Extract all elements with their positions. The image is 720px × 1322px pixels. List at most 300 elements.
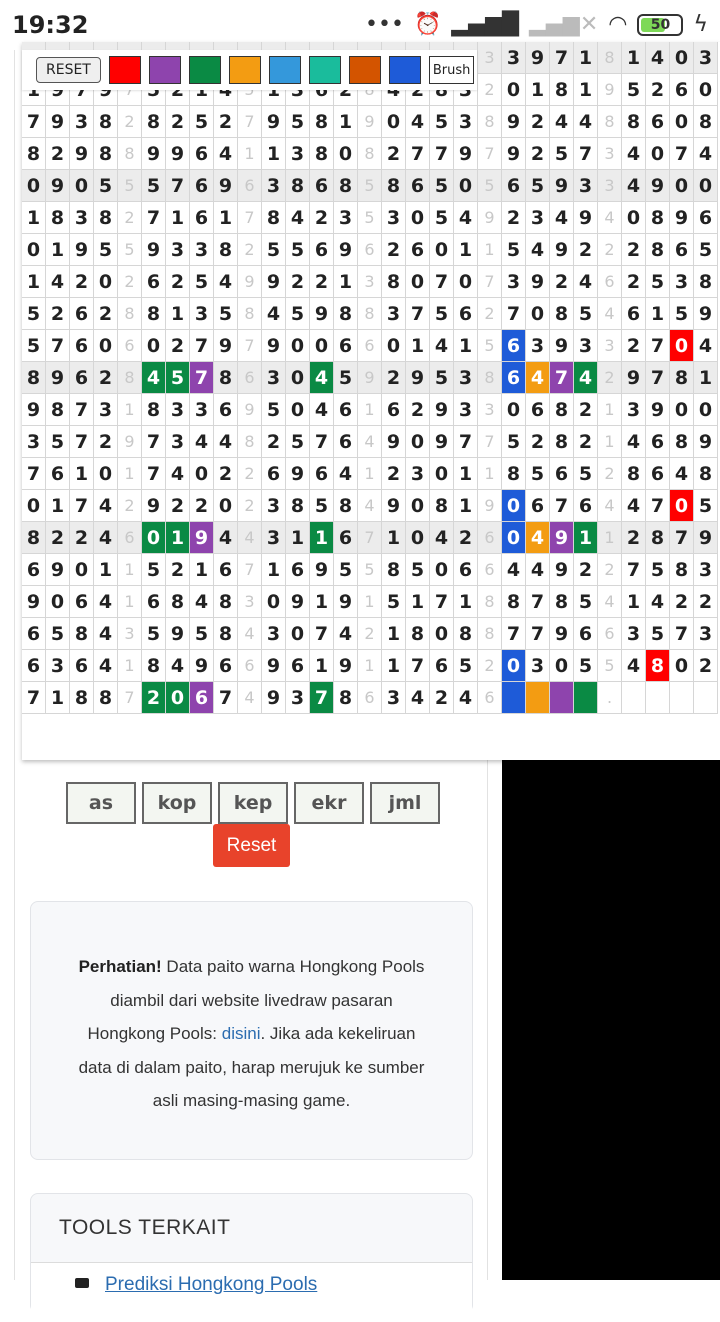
paito-cell[interactable]: 6 — [358, 234, 382, 266]
paito-cell[interactable]: 8 — [406, 618, 430, 650]
paito-cell[interactable]: 7 — [478, 138, 502, 170]
paito-cell[interactable]: 9 — [142, 490, 166, 522]
paito-cell[interactable]: 3 — [190, 234, 214, 266]
paito-cell[interactable]: 4 — [190, 586, 214, 618]
paito-cell[interactable]: 2 — [622, 522, 646, 554]
paito-cell[interactable]: 2 — [214, 106, 238, 138]
paito-cell[interactable]: 4 — [214, 138, 238, 170]
paito-cell[interactable]: 1 — [22, 202, 46, 234]
notice-link[interactable]: disini — [221, 1024, 261, 1043]
paito-cell[interactable]: 9 — [502, 138, 526, 170]
paito-cell[interactable]: 9 — [142, 138, 166, 170]
paito-cell[interactable]: 4 — [286, 202, 310, 234]
swatch-green[interactable] — [189, 56, 221, 84]
paito-cell[interactable]: 0 — [670, 650, 694, 682]
paito-cell[interactable]: 2 — [94, 298, 118, 330]
paito-cell[interactable] — [694, 682, 718, 714]
paito-cell[interactable]: 9 — [286, 458, 310, 490]
paito-cell[interactable]: 3 — [502, 266, 526, 298]
paito-cell[interactable]: 9 — [22, 586, 46, 618]
calc-kop-button[interactable]: kop — [142, 782, 212, 824]
paito-cell[interactable]: 3 — [382, 202, 406, 234]
paito-cell[interactable]: 0 — [406, 490, 430, 522]
paito-cell[interactable]: 5 — [694, 234, 718, 266]
paito-cell[interactable]: 5 — [646, 618, 670, 650]
paito-cell[interactable]: 8 — [598, 106, 622, 138]
paito-cell[interactable]: 2 — [478, 74, 502, 106]
paito-cell[interactable]: 8 — [358, 138, 382, 170]
paito-cell[interactable]: 2 — [406, 394, 430, 426]
paito-cell[interactable]: 6 — [358, 682, 382, 714]
paito-cell[interactable]: 9 — [430, 394, 454, 426]
paito-cell[interactable]: 6 — [190, 682, 214, 714]
paito-cell[interactable]: 0 — [382, 106, 406, 138]
paito-cell[interactable]: 1 — [334, 266, 358, 298]
calc-ekr-button[interactable]: ekr — [294, 782, 364, 824]
paito-cell[interactable]: 0 — [502, 74, 526, 106]
paito-cell[interactable]: 9 — [382, 490, 406, 522]
paito-cell[interactable]: 9 — [214, 330, 238, 362]
paito-cell[interactable]: 0 — [670, 330, 694, 362]
paito-cell[interactable]: 6 — [22, 554, 46, 586]
paito-cell[interactable]: 9 — [526, 42, 550, 74]
paito-cell[interactable]: 3 — [478, 394, 502, 426]
paito-cell[interactable]: 3 — [70, 106, 94, 138]
paito-cell[interactable]: 6 — [622, 298, 646, 330]
paito-cell[interactable]: 5 — [598, 650, 622, 682]
paito-cell[interactable] — [526, 682, 550, 714]
paito-cell[interactable]: 0 — [334, 138, 358, 170]
paito-cell[interactable]: 9 — [46, 554, 70, 586]
paito-cell[interactable]: 6 — [502, 362, 526, 394]
paito-cell[interactable]: 8 — [430, 490, 454, 522]
paito-cell[interactable]: 6 — [598, 266, 622, 298]
paito-cell[interactable]: 9 — [358, 106, 382, 138]
paito-cell[interactable]: 5 — [166, 362, 190, 394]
paito-cell[interactable]: 9 — [190, 650, 214, 682]
paito-cell[interactable]: 5 — [286, 298, 310, 330]
paito-cell[interactable]: 7 — [670, 522, 694, 554]
paito-cell[interactable]: 2 — [118, 106, 142, 138]
paito-cell[interactable]: 8 — [550, 586, 574, 618]
calc-jml-button[interactable]: jml — [370, 782, 440, 824]
paito-cell[interactable]: 5 — [358, 202, 382, 234]
paito-cell[interactable]: 2 — [118, 202, 142, 234]
paito-cell[interactable]: 6 — [502, 170, 526, 202]
paito-cell[interactable]: 9 — [46, 170, 70, 202]
paito-cell[interactable]: 0 — [694, 394, 718, 426]
paito-cell[interactable]: 7 — [142, 458, 166, 490]
paito-cell[interactable]: 8 — [550, 298, 574, 330]
paito-cell[interactable]: 9 — [70, 138, 94, 170]
paito-cell[interactable]: 1 — [478, 458, 502, 490]
paito-cell[interactable]: 3 — [454, 106, 478, 138]
paito-cell[interactable]: 9 — [358, 362, 382, 394]
paito-cell[interactable]: 2 — [238, 490, 262, 522]
paito-cell[interactable]: 1 — [46, 234, 70, 266]
paito-cell[interactable]: 2 — [46, 138, 70, 170]
swatch-light-blue[interactable] — [269, 56, 301, 84]
paito-cell[interactable]: 1 — [166, 522, 190, 554]
paito-cell[interactable]: 4 — [622, 490, 646, 522]
paito-cell[interactable]: 8 — [358, 298, 382, 330]
paito-cell[interactable]: 8 — [94, 106, 118, 138]
paito-cell[interactable]: 5 — [46, 618, 70, 650]
paito-cell[interactable]: 0 — [502, 650, 526, 682]
paito-cell[interactable]: 6 — [502, 330, 526, 362]
paito-cell[interactable]: 3 — [598, 330, 622, 362]
paito-cell[interactable]: 6 — [22, 618, 46, 650]
paito-cell[interactable]: 5 — [286, 106, 310, 138]
paito-cell[interactable]: 7 — [430, 138, 454, 170]
paito-cell[interactable]: 6 — [646, 458, 670, 490]
paito-cell[interactable]: 2 — [94, 426, 118, 458]
paito-cell[interactable]: 6 — [526, 394, 550, 426]
paito-cell[interactable]: 0 — [406, 202, 430, 234]
paito-cell[interactable]: 3 — [262, 522, 286, 554]
paito-cell[interactable]: 5 — [262, 234, 286, 266]
paito-cell[interactable]: 6 — [22, 650, 46, 682]
paito-cell[interactable]: 0 — [694, 170, 718, 202]
paito-cell[interactable]: 7 — [358, 522, 382, 554]
paito-cell[interactable]: 9 — [478, 490, 502, 522]
paito-cell[interactable]: 6 — [238, 650, 262, 682]
paito-cell[interactable]: 8 — [22, 522, 46, 554]
paito-cell[interactable]: 5 — [430, 106, 454, 138]
paito-cell[interactable]: 8 — [22, 138, 46, 170]
paito-cell[interactable]: 1 — [118, 554, 142, 586]
paito-cell[interactable]: 5 — [526, 458, 550, 490]
paito-cell[interactable]: 9 — [334, 586, 358, 618]
paito-cell[interactable]: 6 — [598, 618, 622, 650]
swatch-red[interactable] — [109, 56, 141, 84]
paito-cell[interactable]: 6 — [670, 234, 694, 266]
paito-cell[interactable]: 1 — [598, 522, 622, 554]
paito-cell[interactable]: 2 — [502, 202, 526, 234]
paito-cell[interactable]: 1 — [190, 554, 214, 586]
paito-cell[interactable]: 7 — [406, 138, 430, 170]
paito-cell[interactable]: 9 — [214, 170, 238, 202]
paito-cell[interactable]: 8 — [670, 426, 694, 458]
paito-cell[interactable]: 0 — [94, 330, 118, 362]
paito-cell[interactable]: 8 — [694, 266, 718, 298]
paito-cell[interactable]: 3 — [574, 330, 598, 362]
paito-cell[interactable]: 6 — [310, 458, 334, 490]
paito-cell[interactable]: 9 — [454, 138, 478, 170]
paito-cell[interactable]: 4 — [502, 554, 526, 586]
paito-cell[interactable]: 1 — [310, 522, 334, 554]
paito-cell[interactable]: 4 — [526, 554, 550, 586]
paito-cell[interactable]: 6 — [358, 330, 382, 362]
paito-cell[interactable]: 1 — [238, 138, 262, 170]
paito-cell[interactable]: 3 — [574, 170, 598, 202]
paito-cell[interactable]: 8 — [646, 522, 670, 554]
paito-cell[interactable]: 3 — [622, 618, 646, 650]
paito-cell[interactable]: 9 — [262, 266, 286, 298]
paito-cell[interactable]: 7 — [46, 330, 70, 362]
paito-cell[interactable]: 4 — [550, 202, 574, 234]
paito-cell[interactable]: 8 — [286, 170, 310, 202]
paito-cell[interactable]: 3 — [262, 362, 286, 394]
paito-cell[interactable]: 3 — [382, 682, 406, 714]
paito-cell[interactable]: 6 — [310, 170, 334, 202]
paito-cell[interactable]: 8 — [646, 202, 670, 234]
paito-cell[interactable]: 5 — [190, 618, 214, 650]
paito-cell[interactable]: 6 — [478, 522, 502, 554]
paito-cell[interactable]: 2 — [694, 650, 718, 682]
paito-cell[interactable]: 0 — [190, 458, 214, 490]
paito-cell[interactable]: 1 — [598, 426, 622, 458]
paito-cell[interactable]: 1 — [358, 458, 382, 490]
paito-cell[interactable]: 4 — [166, 650, 190, 682]
paito-cell[interactable]: 2 — [526, 138, 550, 170]
paito-cell[interactable]: 4 — [142, 362, 166, 394]
paito-cell[interactable]: 4 — [238, 682, 262, 714]
paito-cell[interactable]: 5 — [94, 234, 118, 266]
paito-cell[interactable]: 5 — [190, 266, 214, 298]
paito-cell[interactable]: 7 — [22, 458, 46, 490]
paito-cell[interactable]: 2 — [694, 586, 718, 618]
paito-cell[interactable]: 7 — [478, 266, 502, 298]
paito-cell[interactable]: 3 — [118, 618, 142, 650]
paito-cell[interactable]: 3 — [190, 298, 214, 330]
paito-cell[interactable]: 6 — [286, 554, 310, 586]
paito-cell[interactable]: 1 — [358, 586, 382, 618]
paito-cell[interactable]: 2 — [166, 106, 190, 138]
paito-cell[interactable]: 7 — [190, 330, 214, 362]
paito-cell[interactable]: 1 — [454, 586, 478, 618]
paito-cell[interactable]: 5 — [454, 650, 478, 682]
paito-cell[interactable]: 6 — [646, 426, 670, 458]
paito-cell[interactable]: 2 — [46, 522, 70, 554]
paito-cell[interactable]: 1 — [574, 74, 598, 106]
paito-cell[interactable]: 8 — [214, 618, 238, 650]
paito-cell[interactable]: 4 — [574, 362, 598, 394]
paito-cell[interactable]: 4 — [46, 266, 70, 298]
paito-cell[interactable]: 9 — [334, 650, 358, 682]
paito-cell[interactable]: 9 — [286, 586, 310, 618]
paito-cell[interactable]: 6 — [454, 298, 478, 330]
paito-cell[interactable]: 8 — [334, 682, 358, 714]
paito-cell[interactable]: 9 — [478, 202, 502, 234]
paito-cell[interactable]: 0 — [670, 106, 694, 138]
paito-cell[interactable]: 4 — [94, 650, 118, 682]
paito-cell[interactable]: 4 — [94, 586, 118, 618]
paito-cell[interactable]: 5 — [94, 170, 118, 202]
paito-cell[interactable]: 8 — [118, 138, 142, 170]
paito-cell[interactable]: 1 — [286, 522, 310, 554]
paito-cell[interactable]: 6 — [238, 362, 262, 394]
paito-cell[interactable]: 9 — [262, 106, 286, 138]
paito-cell[interactable]: 8 — [670, 362, 694, 394]
paito-cell[interactable]: 9 — [238, 394, 262, 426]
paito-cell[interactable]: 2 — [478, 650, 502, 682]
paito-cell[interactable]: 7 — [142, 426, 166, 458]
paito-cell[interactable]: 9 — [550, 522, 574, 554]
paito-cell[interactable]: 2 — [238, 458, 262, 490]
paito-cell[interactable]: 7 — [214, 682, 238, 714]
paito-table[interactable] — [22, 42, 720, 760]
paito-cell[interactable]: 3 — [22, 426, 46, 458]
paito-cell[interactable]: 3 — [238, 586, 262, 618]
paito-cell[interactable]: 8 — [550, 426, 574, 458]
paito-cell[interactable]: 3 — [526, 202, 550, 234]
paito-cell[interactable]: 2 — [622, 330, 646, 362]
paito-cell[interactable]: 6 — [694, 202, 718, 234]
paito-cell[interactable]: 6 — [190, 138, 214, 170]
paito-cell[interactable]: 4 — [430, 330, 454, 362]
paito-cell[interactable]: 2 — [166, 266, 190, 298]
paito-cell[interactable]: 5 — [118, 234, 142, 266]
paito-cell[interactable]: 9 — [550, 170, 574, 202]
paito-cell[interactable]: 1 — [382, 618, 406, 650]
paito-cell[interactable]: 8 — [310, 106, 334, 138]
swatch-blue[interactable] — [389, 56, 421, 84]
paito-cell[interactable]: 9 — [694, 522, 718, 554]
paito-cell[interactable] — [622, 682, 646, 714]
paito-cell[interactable]: 8 — [550, 74, 574, 106]
paito-cell[interactable]: 3 — [694, 618, 718, 650]
paito-cell[interactable]: 2 — [310, 266, 334, 298]
paito-cell[interactable]: 4 — [598, 490, 622, 522]
paito-cell[interactable]: 5 — [502, 234, 526, 266]
paito-cell[interactable]: 5 — [214, 298, 238, 330]
paito-cell[interactable]: 1 — [406, 586, 430, 618]
paito-cell[interactable]: 5 — [286, 234, 310, 266]
paito-cell[interactable]: 0 — [550, 650, 574, 682]
paito-cell[interactable]: 3 — [382, 298, 406, 330]
paito-cell[interactable]: 5 — [334, 554, 358, 586]
paito-cell[interactable]: 9 — [646, 170, 670, 202]
paito-cell[interactable]: 8 — [238, 426, 262, 458]
paito-cell[interactable]: 0 — [22, 490, 46, 522]
paito-cell[interactable]: 2 — [310, 202, 334, 234]
paito-cell[interactable]: 2 — [670, 586, 694, 618]
paito-cell[interactable]: 9 — [550, 554, 574, 586]
paito-cell[interactable]: 8 — [142, 298, 166, 330]
paito-cell[interactable]: 2 — [94, 362, 118, 394]
paito-cell[interactable]: 3 — [454, 394, 478, 426]
paito-cell[interactable]: 8 — [478, 618, 502, 650]
paito-cell[interactable]: 9 — [622, 362, 646, 394]
paito-cell[interactable]: 2 — [574, 426, 598, 458]
paito-cell[interactable]: 0 — [454, 266, 478, 298]
paito-cell[interactable]: 6 — [670, 74, 694, 106]
paito-cell[interactable]: 1 — [526, 74, 550, 106]
paito-cell[interactable]: 1 — [166, 202, 190, 234]
paito-cell[interactable]: 6 — [214, 394, 238, 426]
paito-cell[interactable]: 6 — [526, 490, 550, 522]
paito-cell[interactable]: 7 — [22, 106, 46, 138]
paito-cell[interactable]: 4 — [598, 298, 622, 330]
paito-cell[interactable]: 0 — [286, 394, 310, 426]
paito-cell[interactable]: 8 — [142, 106, 166, 138]
paito-cell[interactable]: 4 — [646, 586, 670, 618]
paito-cell[interactable]: 0 — [22, 170, 46, 202]
paito-cell[interactable]: 7 — [310, 682, 334, 714]
paito-cell[interactable]: 5 — [22, 330, 46, 362]
paito-cell[interactable]: 7 — [670, 138, 694, 170]
paito-cell[interactable]: 8 — [166, 586, 190, 618]
paito-cell[interactable]: 9 — [262, 330, 286, 362]
paito-cell[interactable]: 9 — [550, 618, 574, 650]
paito-cell[interactable]: 4 — [334, 458, 358, 490]
paito-cell[interactable]: 3 — [670, 266, 694, 298]
paito-cell[interactable]: 4 — [358, 490, 382, 522]
paito-cell[interactable]: 8 — [214, 234, 238, 266]
paito-cell[interactable]: 4 — [454, 682, 478, 714]
paito-cell[interactable]: 8 — [502, 458, 526, 490]
swatch-dark-orange[interactable] — [349, 56, 381, 84]
paito-cell[interactable]: 6 — [406, 234, 430, 266]
paito-cell[interactable]: 2 — [166, 490, 190, 522]
paito-cell[interactable]: 2 — [262, 426, 286, 458]
paito-cell[interactable]: 5 — [574, 650, 598, 682]
paito-cell[interactable]: 2 — [526, 106, 550, 138]
paito-cell[interactable]: 0 — [94, 458, 118, 490]
paito-cell[interactable]: 2 — [166, 330, 190, 362]
paito-cell[interactable]: 4 — [598, 586, 622, 618]
paito-cell[interactable]: 4 — [358, 426, 382, 458]
paito-cell[interactable]: 2 — [598, 554, 622, 586]
paito-cell[interactable]: 3 — [190, 394, 214, 426]
paito-cell[interactable]: 8 — [334, 298, 358, 330]
paito-cell[interactable] — [670, 682, 694, 714]
paito-cell[interactable]: 4 — [550, 106, 574, 138]
paito-cell[interactable]: 6 — [70, 586, 94, 618]
paito-cell[interactable]: 2 — [526, 426, 550, 458]
paito-cell[interactable]: 0 — [286, 330, 310, 362]
swatch-teal[interactable] — [309, 56, 341, 84]
paito-cell[interactable]: 8 — [70, 618, 94, 650]
paito-cell[interactable]: 0 — [286, 618, 310, 650]
paito-cell[interactable]: 1 — [70, 458, 94, 490]
paito-cell[interactable]: 5 — [358, 170, 382, 202]
paito-cell[interactable]: 0 — [70, 170, 94, 202]
paito-cell[interactable]: 0 — [142, 522, 166, 554]
paito-cell[interactable]: 2 — [118, 266, 142, 298]
paito-cell[interactable]: 4 — [238, 618, 262, 650]
paito-cell[interactable]: 3 — [46, 650, 70, 682]
paito-cell[interactable]: 8 — [550, 394, 574, 426]
paito-cell[interactable]: 3 — [286, 682, 310, 714]
paito-cell[interactable]: 4 — [622, 138, 646, 170]
paito-cell[interactable]: 8 — [382, 554, 406, 586]
paito-cell[interactable]: 5 — [358, 554, 382, 586]
paito-cell[interactable]: 8 — [94, 682, 118, 714]
paito-cell[interactable]: 7 — [526, 618, 550, 650]
paito-cell[interactable]: 9 — [46, 362, 70, 394]
paito-cell[interactable] — [574, 682, 598, 714]
paito-cell[interactable]: 3 — [598, 170, 622, 202]
paito-cell[interactable]: 5 — [334, 362, 358, 394]
paito-cell[interactable]: 4 — [622, 170, 646, 202]
paito-cell[interactable]: 6 — [118, 522, 142, 554]
paito-cell[interactable]: 4 — [262, 298, 286, 330]
paito-cell[interactable]: 1 — [574, 522, 598, 554]
paito-cell[interactable]: 1 — [454, 234, 478, 266]
paito-cell[interactable]: 8 — [382, 266, 406, 298]
paito-cell[interactable]: 2 — [646, 74, 670, 106]
paito-cell[interactable]: 2 — [46, 298, 70, 330]
paito-cell[interactable]: 3 — [262, 170, 286, 202]
paito-cell[interactable]: 8 — [286, 490, 310, 522]
paito-cell[interactable]: 1 — [118, 394, 142, 426]
paito-cell[interactable]: 7 — [406, 650, 430, 682]
paito-cell[interactable]: 0 — [502, 522, 526, 554]
paito-cell[interactable]: 2 — [574, 554, 598, 586]
paito-cell[interactable]: 0 — [670, 490, 694, 522]
